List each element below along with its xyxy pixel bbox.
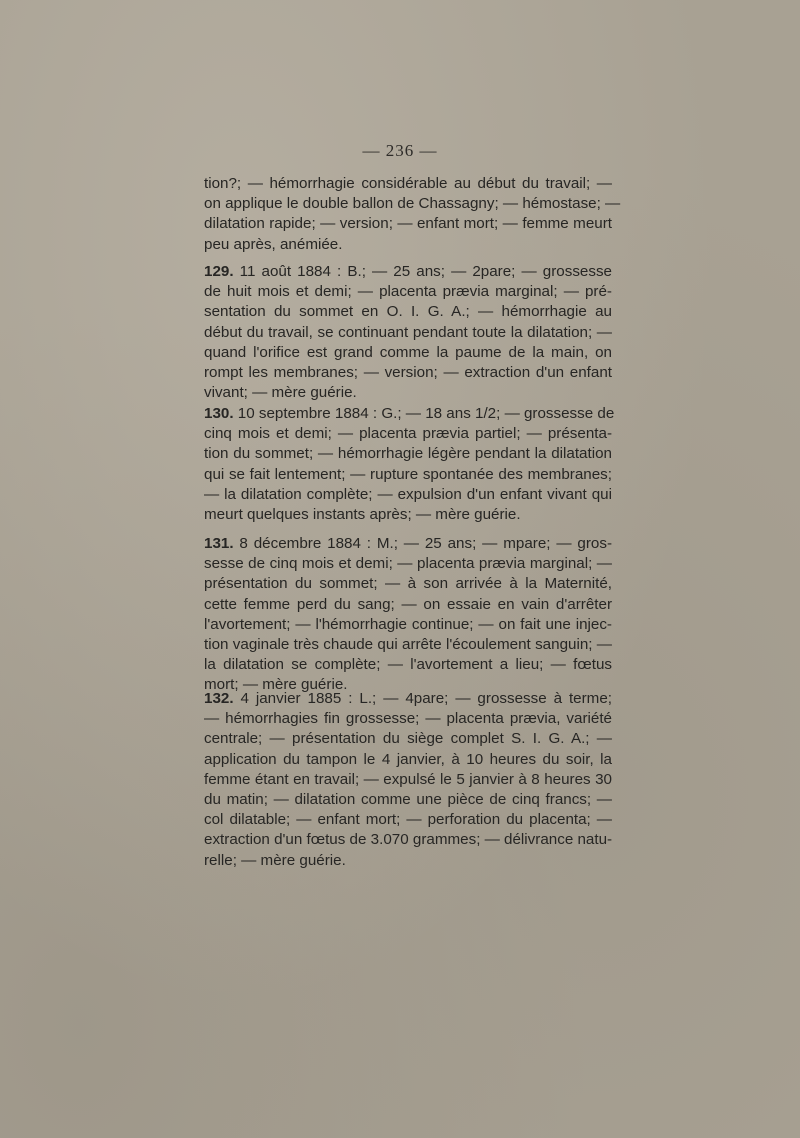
text-line: présentation du sommet; — à son arrivée à la Maternité, xyxy=(204,575,612,593)
text-line: cette femme perd du sang; — on essaie en vain d'arrêter xyxy=(204,595,612,613)
case-entry-132 xyxy=(204,689,612,871)
text-line: col dilatable; — enfant mort; — perforation du placenta; — xyxy=(204,811,612,829)
text-line: du matin; — dilatation comme une pièce de cinq francs; — xyxy=(204,791,612,809)
text-line: peu après, anémiée. xyxy=(204,235,343,253)
text-line: dilatation rapide; — version; — enfant mort; — femme meurt xyxy=(204,215,612,233)
text-line: tion?; — hémorrhagie considérable au début du travail; — xyxy=(204,175,612,192)
text-line: de huit mois et demi; — placenta prævia marginal; — pré- xyxy=(204,283,612,301)
text-line: on applique le double ballon de Chassagny; — hémostase; — xyxy=(204,195,621,213)
paragraph-continuation xyxy=(204,174,621,255)
case-number: 132. xyxy=(204,690,234,707)
text-line: — hémorrhagies fin grossesse; — placenta prævia, variété xyxy=(204,710,612,728)
case-number: 129. xyxy=(204,263,234,280)
case-number: 131. xyxy=(204,535,234,552)
case-number: 130. xyxy=(204,405,234,422)
case-entry-129 xyxy=(204,262,612,403)
text-line: mort; — mère guérie. xyxy=(204,676,348,694)
text-line: qui se fait lentement; — rupture spontanée des membranes; xyxy=(204,465,612,483)
text-line: application du tampon le 4 janvier, à 10 heures du soir, la xyxy=(204,750,612,768)
text-line: quand l'orifice est grand comme la paume de la main, on xyxy=(204,343,612,361)
text-line: début du travail, se continuant pendant toute la dilatation; — xyxy=(204,323,612,341)
text-line: 130. 10 septembre 1884 : G.; — 18 ans 1/2; — grossesse de xyxy=(204,405,615,422)
text-line: cinq mois et demi; — placenta prævia partiel; — présenta- xyxy=(204,425,612,443)
text-line: rompt les membranes; — version; — extraction d'un enfant xyxy=(204,364,612,382)
text-line: 131. 8 décembre 1884 : M.; — 25 ans; — mpare; — gros- xyxy=(204,535,612,552)
text-line: extraction d'un fœtus de 3.070 grammes; — délivrance natu- xyxy=(204,831,613,849)
case-entry-130 xyxy=(204,404,615,525)
page-number: — 236 — xyxy=(362,141,438,160)
case-entry-131 xyxy=(204,534,612,696)
text-line: tion vaginale très chaude qui arrête l'écoulement sanguin; — xyxy=(204,636,612,654)
text-line: 129. 11 août 1884 : B.; — 25 ans; — 2pare; — grossesse xyxy=(204,263,612,280)
text-line: relle; — mère guérie. xyxy=(204,851,346,869)
text-line: la dilatation se complète; — l'avortement a lieu; — fœtus xyxy=(204,656,612,674)
text-line: femme étant en travail; — expulsé le 5 janvier à 8 heures 30 xyxy=(204,770,612,788)
text-line: sentation du sommet en O. I. G. A.; — hémorrhagie au xyxy=(204,303,612,321)
text-line: l'avortement; — l'hémorrhagie continue; — on fait une injec- xyxy=(204,615,612,633)
text-line: sesse de cinq mois et demi; — placenta prævia marginal; — xyxy=(204,555,612,573)
text-line: centrale; — présentation du siège complet S. I. G. A.; — xyxy=(204,730,612,748)
text-line: tion du sommet; — hémorrhagie légère pendant la dilatation xyxy=(204,445,612,463)
text-line: — la dilatation complète; — expulsion d'un enfant vivant qui xyxy=(204,485,612,503)
text-line: meurt quelques instants après; — mère guérie. xyxy=(204,506,521,524)
text-line: 132. 4 janvier 1885 : L.; — 4pare; — grossesse à terme; xyxy=(204,690,612,707)
text-line: vivant; — mère guérie. xyxy=(204,384,357,402)
